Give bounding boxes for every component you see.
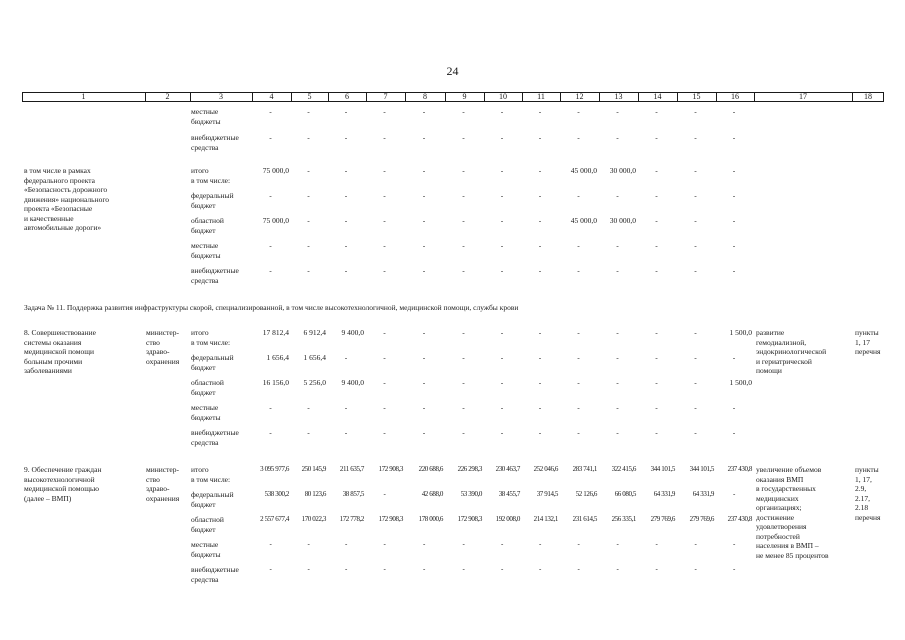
header-divider (145, 92, 146, 102)
block4-cell: 192 008,0 (495, 515, 520, 523)
block4-cell: 172 908,3 (378, 465, 403, 473)
block4-cell: 256 335,1 (611, 515, 636, 523)
block4-cell: 231 614,5 (572, 515, 597, 523)
header-divider (291, 92, 292, 102)
block2-cell: - (655, 216, 658, 225)
block4-cell: 66 080,5 (614, 490, 636, 498)
block2-cell: - (616, 191, 619, 200)
block2-cell: - (500, 216, 504, 225)
block4-cell: - (345, 540, 347, 548)
block4-cell: 170 022,3 (301, 515, 326, 523)
header-col-2: 2 (165, 92, 170, 101)
block3-cell: - (538, 353, 542, 362)
block3-cell: - (344, 353, 348, 362)
header-col-15: 15 (692, 92, 701, 101)
block3-row-label: местные бюджеты (191, 403, 221, 422)
block3-cell: - (655, 428, 658, 437)
block1-cell: - (307, 107, 310, 116)
block2-row-label: внебюджетные средства (191, 266, 239, 285)
block2-cell: - (344, 191, 348, 200)
header-col-1: 1 (81, 92, 86, 101)
block2-cell: - (383, 166, 386, 175)
block4-cell: - (383, 490, 386, 498)
block3-cell: - (577, 328, 580, 337)
block2-cell: - (269, 266, 272, 275)
block3-cell: - (694, 403, 697, 412)
header-divider (754, 92, 755, 102)
block2-row-label: федеральный бюджет (191, 191, 234, 210)
header-col-12: 12 (575, 92, 584, 101)
block1-cell: - (500, 133, 504, 142)
block3-title: 8. Совершенствование системы оказания медицинской помощи больным прочими заболеваниями (24, 328, 96, 375)
block4-cell: 250 145,9 (301, 465, 326, 473)
block4-cell: 237 430,8 (727, 465, 752, 473)
block3-cell: - (616, 403, 619, 412)
block2-cell: - (538, 216, 542, 225)
block1-cell: - (655, 133, 658, 142)
block1-cell: - (577, 133, 580, 142)
block4-cell: - (655, 565, 658, 573)
block2-cell: - (500, 166, 504, 175)
block4-row-label: местные бюджеты (191, 540, 221, 559)
block1-cell: - (538, 133, 542, 142)
block2-cell: - (307, 166, 310, 175)
block3-cell: - (462, 353, 465, 362)
block3-cell: 1 656,4 (303, 353, 326, 362)
block1-cell: - (655, 107, 658, 116)
header-col-18: 18 (864, 92, 872, 101)
block2-cell: - (383, 191, 386, 200)
block3-cell: - (383, 378, 386, 387)
block4-cell: 279 769,6 (689, 515, 714, 523)
block4-cell: - (307, 540, 310, 548)
block2-cell: 75 000,0 (262, 166, 289, 175)
block2-cell: - (577, 191, 580, 200)
block2-cell: 30 000,0 (609, 216, 636, 225)
block4-cell: 53 390,0 (460, 490, 482, 498)
block3-cell: - (422, 328, 426, 337)
header-divider (638, 92, 639, 102)
block2-cell: 45 000,0 (570, 216, 597, 225)
block4-cell: - (423, 565, 425, 573)
block4-cell: - (577, 565, 580, 573)
block4-cell: - (539, 565, 541, 573)
block4-cell: 279 769,6 (650, 515, 675, 523)
block2-cell: - (655, 266, 658, 275)
block2-cell: - (655, 191, 658, 200)
block3-cell: - (269, 403, 272, 412)
block2-cell: - (655, 241, 658, 250)
block3-cell: - (616, 428, 619, 437)
block2-cell: 45 000,0 (570, 166, 597, 175)
block4-cell: - (539, 540, 541, 548)
header-col-11: 11 (537, 92, 545, 101)
block3-cell: 1 500,0 (729, 378, 752, 387)
block4-cell: - (462, 540, 465, 548)
header-col-6: 6 (345, 92, 349, 101)
block4-cell: 3 095 977,6 (260, 465, 289, 473)
block4-executor: министер- ство здраво- охранения (146, 465, 180, 503)
header-divider (677, 92, 678, 102)
block2-cell: - (383, 216, 386, 225)
block3-cell: - (655, 403, 658, 412)
block3-cell: - (655, 328, 658, 337)
block4-cell: 230 463,7 (495, 465, 520, 473)
block1-cell: - (462, 107, 465, 116)
block4-cell: 226 298,3 (457, 465, 482, 473)
block3-cell: - (732, 428, 736, 437)
block1-cell: - (538, 107, 542, 116)
block2-cell: - (307, 266, 310, 275)
block4-cell: - (733, 540, 735, 548)
block4-row-label: внебюджетные средства (191, 565, 239, 584)
block3-result: развитие гемодиализной, эндокринологической и гериатрической помощи (756, 328, 827, 375)
block1-cell: - (422, 133, 426, 142)
page-number: 24 (446, 64, 459, 78)
block2-cell: - (732, 191, 736, 200)
block4-row-label: федеральный бюджет (191, 490, 234, 509)
block4-cell: 211 635,7 (339, 465, 364, 473)
block1-cell: - (344, 133, 348, 142)
block2-cell: - (655, 166, 658, 175)
block4-cell: 538 300,2 (264, 490, 289, 498)
block2-cell: - (422, 266, 426, 275)
header-divider (716, 92, 717, 102)
block2-cell: - (462, 266, 465, 275)
block4-cell: - (694, 540, 697, 548)
block3-cell: - (422, 378, 426, 387)
block3-cell: 5 256,0 (303, 378, 326, 387)
block3-cell: - (422, 428, 426, 437)
block3-row-label: федеральный бюджет (191, 353, 234, 372)
block2-cell: - (538, 241, 542, 250)
block2-cell: - (344, 241, 348, 250)
block2-row-label: местные бюджеты (191, 241, 221, 260)
block2-cell: - (307, 191, 310, 200)
block2-cell: - (269, 241, 272, 250)
header-divider (190, 92, 191, 102)
block2-cell: - (344, 266, 348, 275)
block4-cell: - (616, 540, 619, 548)
header-divider (252, 92, 253, 102)
block2-cell: - (694, 216, 697, 225)
block2-cell: - (538, 191, 542, 200)
block1-cell: - (616, 133, 619, 142)
block2-cell: - (577, 266, 580, 275)
block4-ref: пункты 1, 17, 2.9, 2.17, 2.18 перечня (855, 465, 881, 522)
block2-cell: - (462, 166, 465, 175)
block4-cell: - (501, 540, 503, 548)
task-heading: Задача № 11. Поддержка развития инфраструктуры скорой, специализированной, в том числе высокотехнологичной, медицинской помощи, службы крови (24, 303, 519, 312)
block2-cell: 30 000,0 (609, 166, 636, 175)
block2-cell: - (462, 191, 465, 200)
block4-cell: - (733, 490, 735, 498)
header-col-8: 8 (423, 92, 427, 101)
block3-cell: - (732, 403, 736, 412)
header-col-9: 9 (462, 92, 467, 101)
block4-cell: - (383, 540, 386, 548)
block3-cell: 9 400,0 (341, 378, 364, 387)
header-col-3: 3 (219, 92, 223, 101)
header-col-4: 4 (269, 92, 274, 101)
block2-cell: - (694, 191, 697, 200)
block4-cell: 64 331,9 (653, 490, 675, 498)
block1-cell: - (694, 133, 697, 142)
block2-title: в том числе в рамках федерального проекта «Безопасность дорожного движения» национального проекта «Безопасные и качественные автомобильные дороги» (24, 166, 109, 232)
block3-cell: - (538, 378, 542, 387)
block3-cell: - (462, 428, 465, 437)
block2-cell: - (344, 166, 348, 175)
block2-cell: 75 000,0 (262, 216, 289, 225)
block4-cell: 344 101,5 (689, 465, 714, 473)
block3-ref: пункты 1, 17 перечня (855, 328, 881, 356)
block4-cell: 64 331,9 (692, 490, 714, 498)
block3-cell: 16 156,0 (262, 378, 289, 387)
block3-cell: - (538, 328, 542, 337)
block2-cell: - (500, 241, 504, 250)
block2-cell: - (732, 216, 736, 225)
header-col-14: 14 (653, 92, 662, 101)
block4-cell: 178 000,6 (418, 515, 443, 523)
block4-cell: 172 908,3 (457, 515, 482, 523)
block3-cell: - (383, 353, 386, 362)
header-col-10: 10 (499, 92, 507, 101)
block2-cell: - (732, 266, 736, 275)
block1-row-label: местные бюджеты (191, 107, 221, 126)
block3-cell: - (616, 353, 619, 362)
block4-cell: 38 857,5 (342, 490, 364, 498)
block3-cell: - (500, 378, 504, 387)
block2-cell: - (383, 266, 386, 275)
block3-cell: - (616, 378, 619, 387)
block3-cell: - (462, 403, 465, 412)
block3-cell: 1 656,4 (266, 353, 289, 362)
block4-cell: - (694, 565, 697, 573)
block2-cell: - (422, 241, 426, 250)
block3-cell: - (577, 353, 580, 362)
block4-result: увеличение объемов оказания ВМП в государственных медицинских организациях; достижение удовлетворения потребностей населения в ВМП – не менее 85 процентов (756, 465, 829, 560)
block3-executor: министер- ство здраво- охранения (146, 328, 180, 366)
block4-row-label: областной бюджет (191, 515, 224, 534)
block2-cell: - (538, 166, 542, 175)
block4-row-label: итого в том числе: (191, 465, 231, 484)
block3-cell: - (344, 403, 348, 412)
block3-cell: - (694, 353, 697, 362)
block3-cell: - (500, 328, 504, 337)
block4-title: 9. Обеспечение граждан высокотехнологичной медицинской помощью (далее – ВМП) (24, 465, 102, 503)
header-col-7: 7 (383, 92, 388, 101)
block1-cell: - (269, 133, 272, 142)
header-divider (328, 92, 329, 102)
block4-cell: 42 688,0 (421, 490, 443, 498)
header-divider (852, 92, 853, 102)
block3-cell: 9 400,0 (341, 328, 364, 337)
block2-cell: - (616, 241, 619, 250)
block3-cell: - (732, 353, 736, 362)
block4-cell: 37 914,5 (536, 490, 558, 498)
block2-cell: - (500, 191, 504, 200)
block2-cell: - (422, 191, 426, 200)
block3-cell: - (694, 328, 697, 337)
block4-cell: - (733, 565, 735, 573)
block2-cell: - (616, 266, 619, 275)
block4-cell: - (423, 540, 425, 548)
block3-cell: - (383, 403, 386, 412)
block4-cell: - (577, 540, 580, 548)
block1-cell: - (462, 133, 465, 142)
block3-cell: - (577, 428, 580, 437)
block4-cell: 2 557 677,4 (260, 515, 289, 523)
block2-row-label: итого в том числе: (191, 166, 231, 185)
block3-cell: - (383, 428, 386, 437)
block2-cell: - (383, 241, 386, 250)
block2-cell: - (732, 166, 736, 175)
block4-cell: - (383, 565, 386, 573)
block4-cell: - (462, 565, 465, 573)
block3-row-label: областной бюджет (191, 378, 224, 397)
block2-cell: - (538, 266, 542, 275)
block1-cell: - (500, 107, 504, 116)
header-divider (366, 92, 367, 102)
block4-cell: - (655, 540, 658, 548)
block3-cell: - (422, 353, 426, 362)
block4-cell: 220 688,6 (418, 465, 443, 473)
block2-cell: - (694, 266, 697, 275)
block3-cell: - (462, 328, 465, 337)
block1-cell: - (422, 107, 426, 116)
header-col-5: 5 (307, 92, 312, 101)
block3-cell: - (538, 428, 542, 437)
block4-cell: 52 126,6 (575, 490, 597, 498)
block3-cell: 6 912,4 (303, 328, 326, 337)
block3-cell: 17 812,4 (262, 328, 289, 337)
block3-cell: - (616, 328, 619, 337)
block2-cell: - (500, 266, 504, 275)
block4-cell: - (501, 565, 503, 573)
block3-cell: - (577, 403, 580, 412)
header-divider (445, 92, 446, 102)
block1-cell: - (344, 107, 348, 116)
block4-cell: 172 778,2 (339, 515, 364, 523)
block4-cell: 322 415,6 (611, 465, 636, 473)
block1-cell: - (732, 133, 736, 142)
block3-cell: - (655, 378, 658, 387)
block2-cell: - (732, 241, 736, 250)
block4-cell: 172 908,3 (378, 515, 403, 523)
block3-cell: - (269, 428, 272, 437)
block3-cell: - (307, 403, 310, 412)
block4-cell: 252 046,6 (533, 465, 558, 473)
header-col-17: 17 (799, 92, 807, 101)
block3-row-label: итого в том числе: (191, 328, 231, 347)
block2-cell: - (462, 241, 465, 250)
block4-cell: 283 741,1 (572, 465, 597, 473)
block2-cell: - (422, 166, 426, 175)
block3-row-label: внебюджетные средства (191, 428, 239, 447)
block4-cell: - (616, 565, 619, 573)
block2-cell: - (577, 241, 580, 250)
block3-cell: - (694, 428, 697, 437)
block2-cell: - (269, 191, 272, 200)
block1-cell: - (383, 107, 386, 116)
block3-cell: - (577, 378, 580, 387)
block3-cell: 1 500,0 (729, 328, 752, 337)
block1-cell: - (732, 107, 736, 116)
block3-cell: - (500, 403, 504, 412)
block1-row-label: внебюджетные средства (191, 133, 239, 152)
block2-cell: - (694, 241, 697, 250)
header-divider (560, 92, 561, 102)
header-divider (522, 92, 523, 102)
block3-cell: - (500, 428, 504, 437)
header-divider (484, 92, 485, 102)
block2-cell: - (307, 241, 310, 250)
block1-cell: - (616, 107, 619, 116)
block4-cell: 214 132,1 (533, 515, 558, 523)
header-col-13: 13 (614, 92, 623, 101)
block2-cell: - (307, 216, 310, 225)
block1-cell: - (383, 133, 386, 142)
block2-cell: - (694, 166, 697, 175)
block1-cell: - (577, 107, 580, 116)
header-divider (405, 92, 406, 102)
block2-cell: - (344, 216, 348, 225)
block3-cell: - (500, 353, 504, 362)
header-divider (599, 92, 600, 102)
block3-cell: - (307, 428, 310, 437)
block3-cell: - (344, 428, 348, 437)
block4-cell: 80 123,6 (304, 490, 326, 498)
block3-cell: - (694, 378, 697, 387)
block3-cell: - (422, 403, 426, 412)
header-col-16: 16 (731, 92, 739, 101)
block1-cell: - (307, 133, 310, 142)
block4-cell: - (269, 565, 272, 573)
block4-cell: - (269, 540, 272, 548)
block4-cell: - (307, 565, 310, 573)
block3-cell: - (383, 328, 386, 337)
block4-cell: - (345, 565, 347, 573)
block1-cell: - (269, 107, 272, 116)
block2-cell: - (462, 216, 465, 225)
block3-cell: - (655, 353, 658, 362)
block4-cell: 237 430,8 (727, 515, 752, 523)
block3-cell: - (462, 378, 465, 387)
block4-cell: 344 101,5 (650, 465, 675, 473)
block4-cell: 38 455,7 (498, 490, 520, 498)
block2-row-label: областной бюджет (191, 216, 224, 235)
block3-cell: - (538, 403, 542, 412)
block1-cell: - (694, 107, 697, 116)
block2-cell: - (422, 216, 426, 225)
